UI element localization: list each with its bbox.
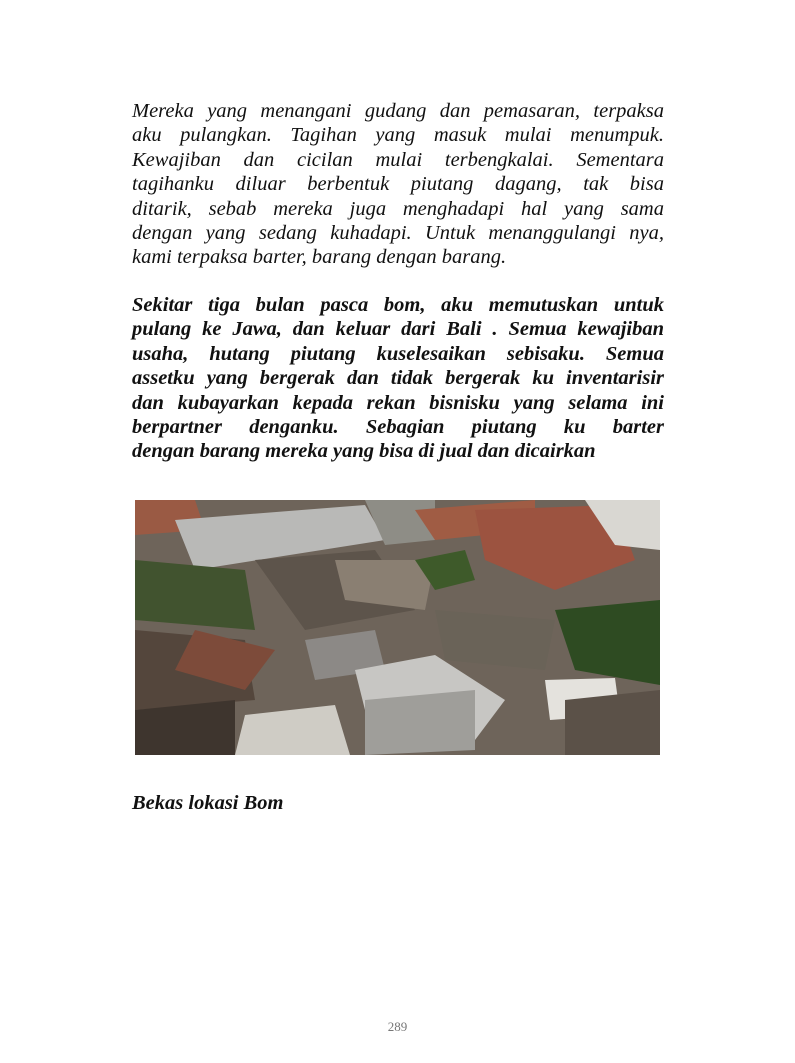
text-line: dengan yang sedang kuhadapi. Untuk menanggulangi nya, xyxy=(132,221,664,244)
text-line: usaha, hutang piutang kuselesaikan sebisaku. Semua xyxy=(132,342,664,365)
text-line: Sekitar tiga bulan pasca bom, aku memutuskan untuk xyxy=(132,294,664,316)
text-line: pulang ke Jawa, dan keluar dari Bali . Semua kewajiban xyxy=(132,318,664,341)
page-number: 289 xyxy=(387,1019,408,1034)
text-line: ditarik, sebab mereka juga menghadapi hal yang sama xyxy=(132,197,664,220)
text-line: dan kubayarkan kepada rekan bisnisku yang selama ini xyxy=(132,391,664,414)
bomb-site-photo xyxy=(135,500,660,755)
text-line: tagihanku diluar berbentuk piutang dagang, tak bisa xyxy=(132,173,664,196)
text-line: aku pulangkan. Tagihan yang masuk mulai menumpuk. xyxy=(132,124,664,147)
paragraph-1 xyxy=(132,99,664,270)
text-line: berpartner denganku. Sebagian piutang ku barter xyxy=(132,415,664,438)
aerial-ruins-image xyxy=(135,500,660,755)
text-line: Mereka yang menangani gudang dan pemasaran, terpaksa xyxy=(132,100,664,122)
text-line: kami terpaksa barter, barang dengan barang. xyxy=(132,246,507,269)
paragraph-2 xyxy=(132,293,664,464)
photo-caption: Bekas lokasi Bom xyxy=(132,792,284,814)
text-line: dengan barang mereka yang bisa di jual dan dicairkan xyxy=(132,440,596,463)
text-line: Kewajiban dan cicilan mulai terbengkalai. Sementara xyxy=(132,148,664,171)
text-line: assetku yang bergerak dan tidak bergerak ku inventarisir xyxy=(132,367,664,390)
